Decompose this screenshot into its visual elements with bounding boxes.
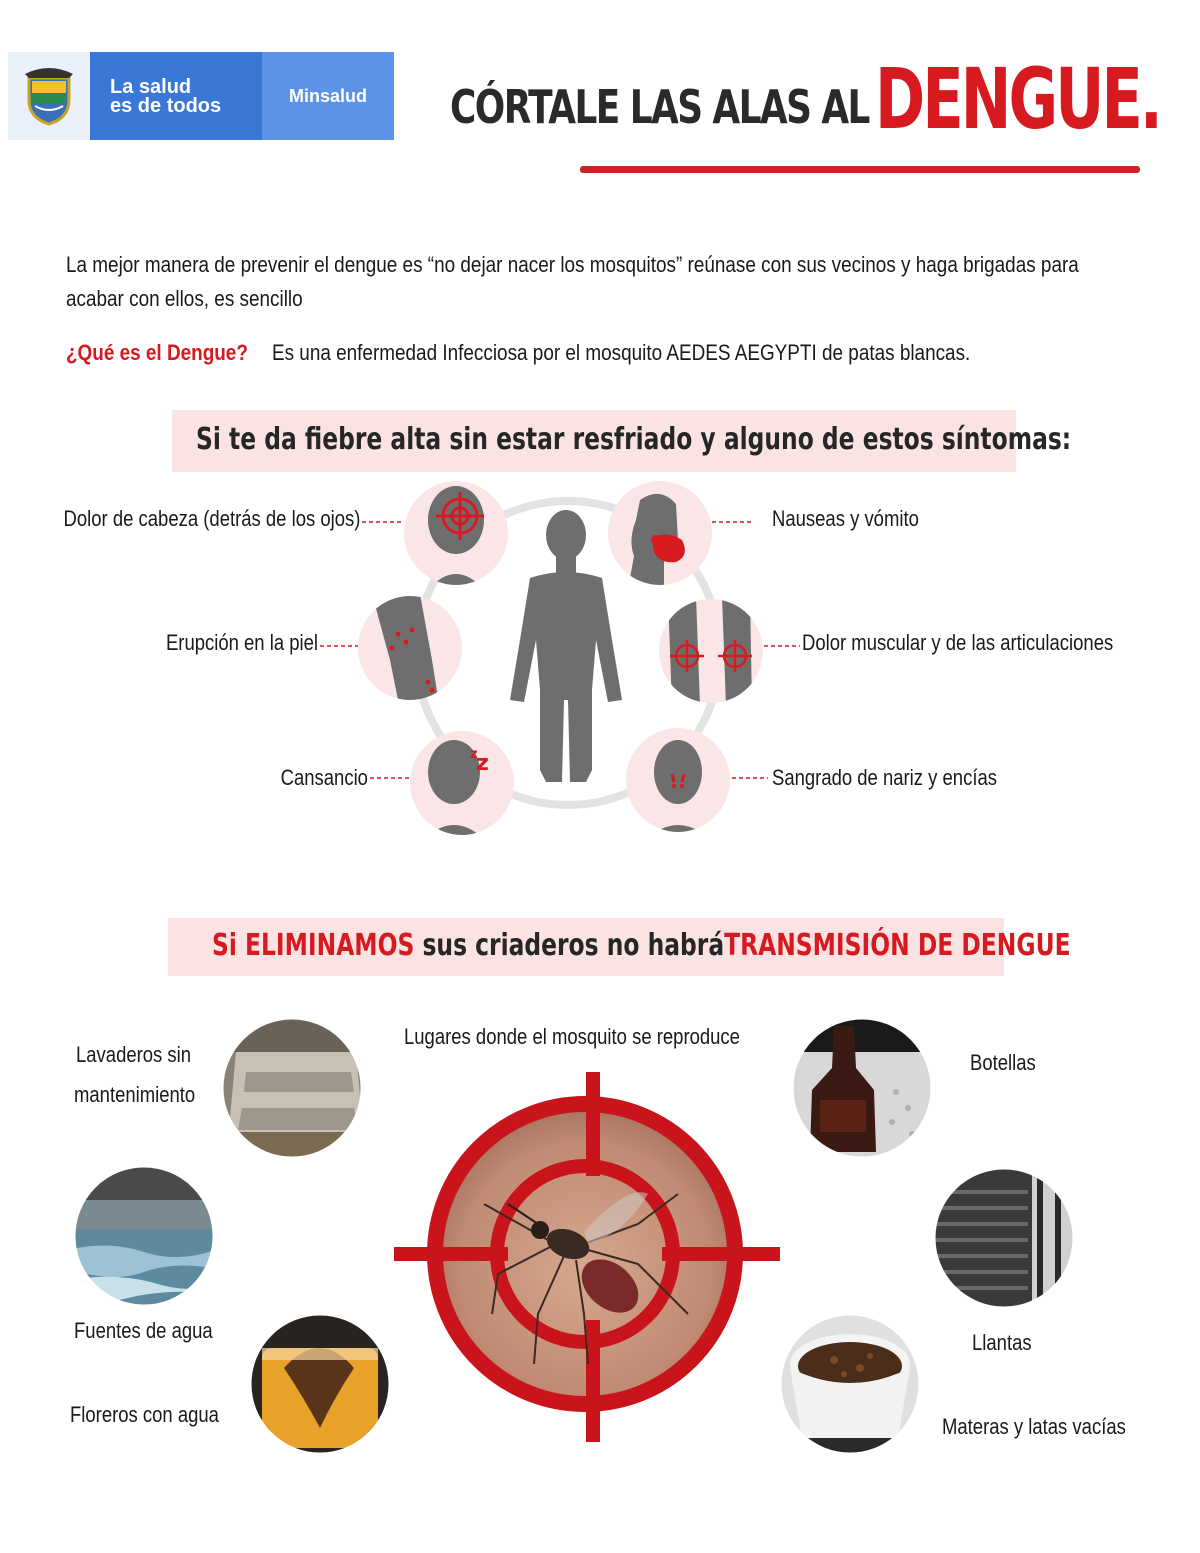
symptom-muscle-pain-label: Dolor muscular y de las articulaciones	[802, 630, 1114, 655]
breeding-heading-band	[168, 918, 1071, 976]
laundry-label-line-2: mantenimiento	[74, 1082, 196, 1107]
breeding-heading	[212, 928, 1071, 963]
symptom-rash-label: Erupción en la piel	[165, 630, 318, 655]
skin-rash-icon	[358, 594, 462, 710]
definition-line	[66, 340, 970, 366]
ministry-name: Minsalud	[262, 52, 394, 140]
slogan-line-1: La salud	[110, 76, 192, 98]
symptoms-heading-band	[172, 410, 1072, 472]
svg-text:z: z	[470, 747, 478, 762]
symptom-headache-label: Dolor de cabeza (detrás de los ojos)	[63, 506, 360, 531]
vase-water-photo	[244, 1308, 396, 1460]
bleeding-icon	[626, 728, 730, 850]
coat-of-arms-icon	[8, 52, 90, 140]
symptom-fatigue-label: Cansancio	[280, 765, 368, 790]
vases-label: Floreros con agua	[70, 1402, 219, 1427]
bottles-label: Botellas	[970, 1050, 1036, 1075]
tires-label: Llantas	[972, 1330, 1032, 1355]
heading-middle: sus criaderos no habrá	[422, 928, 725, 963]
fatigue-icon	[410, 731, 514, 850]
svg-text:z: z	[476, 751, 489, 776]
human-body-silhouette	[510, 510, 622, 782]
title-underline	[580, 166, 1140, 173]
pots-cans-label: Materas y latas vacías	[942, 1414, 1126, 1439]
flowerpot-photo	[774, 1308, 926, 1460]
center-label: Lugares donde el mosquito se reproduce	[404, 1024, 740, 1049]
title-part-1: CÓRTALE LAS ALAS AL	[450, 80, 869, 134]
laundry-sink-photo	[216, 1012, 368, 1164]
title-part-2: DENGUE.	[875, 50, 1161, 148]
definition-answer: Es una enfermedad Infecciosa por el mosquito AEDES AEGYPTI de patas blancas.	[271, 340, 971, 365]
headache-icon	[404, 481, 508, 600]
bottle-photo	[786, 1012, 938, 1164]
intro-text: La mejor manera de prevenir el dengue es “no dejar nacer los mosquitos” reúnase con sus vecinos y haga brigadas para acabar con ellos, es sencillo	[66, 252, 1079, 311]
tires-photo	[928, 1162, 1080, 1314]
joint-pain-icon	[659, 596, 763, 706]
definition-question: ¿Qué es el Dengue?	[66, 340, 248, 365]
nausea-icon	[608, 481, 712, 600]
slogan	[90, 52, 262, 140]
symptom-bleeding-label: Sangrado de nariz y encías	[772, 765, 997, 790]
water-sources-label: Fuentes de agua	[74, 1318, 213, 1343]
symptoms-heading: Si te da fiebre alta sin estar resfriado y alguno de estos síntomas:	[196, 422, 1072, 457]
laundry-label-line-1: Lavaderos sin	[76, 1042, 192, 1067]
campaign-title	[440, 48, 1160, 188]
heading-transmission: TRANSMISIÓN DE DENGUE	[724, 928, 1071, 963]
water-tank-photo	[68, 1160, 220, 1312]
government-logo	[8, 52, 394, 140]
slogan-line-2: es de todos	[110, 95, 222, 117]
symptom-nausea-label: Nauseas y vómito	[772, 506, 919, 531]
heading-eliminate: Si ELIMINAMOS	[212, 928, 415, 963]
mosquito-target	[388, 1064, 784, 1446]
